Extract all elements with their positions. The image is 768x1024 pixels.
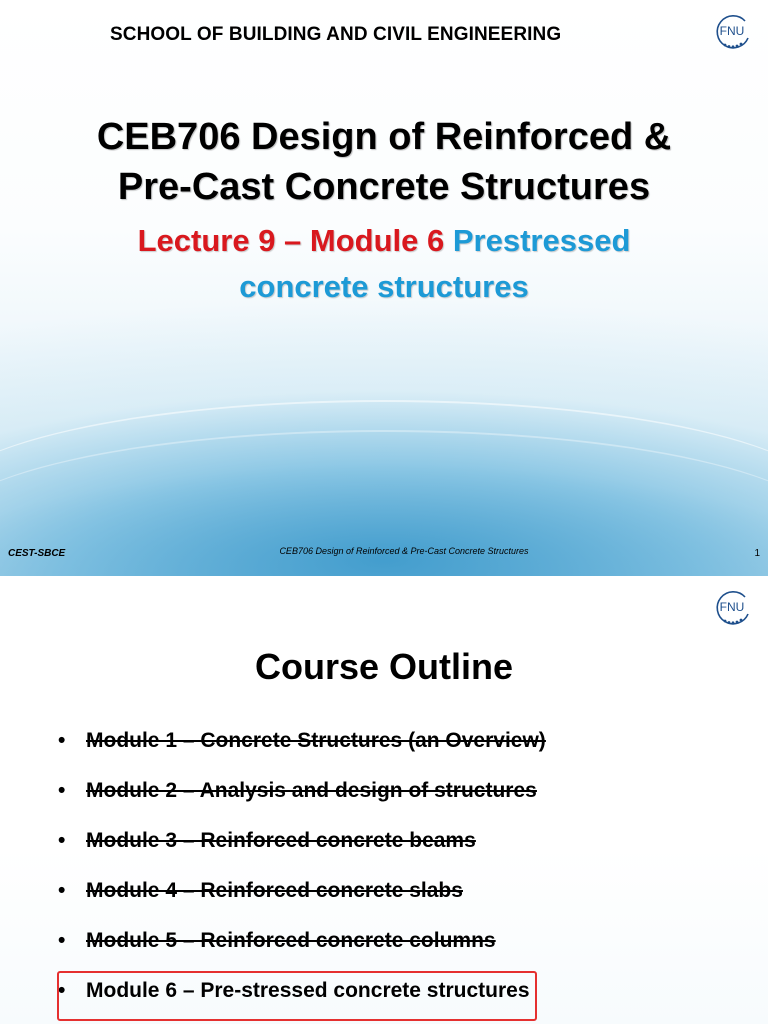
logo-text: FNU <box>719 600 745 614</box>
module-item-4: • Module 4 – Reinforced concrete slabs <box>58 879 463 902</box>
outline-slide <box>0 584 768 1024</box>
module-item-3: • Module 3 – Reinforced concrete beams <box>58 829 476 852</box>
lecture-number: Lecture 9 – Module 6 <box>137 223 445 258</box>
lecture-topic-part1: Prestressed <box>452 223 631 258</box>
footer-course-name: CEB706 Design of Reinforced & Pre-Cast Concrete Structures <box>279 546 529 556</box>
slide-divider <box>0 576 768 584</box>
module-item-1: • Module 1 – Concrete Structures (an Overview) <box>58 729 546 752</box>
footer-left-label: CEST-SBCE <box>8 548 66 559</box>
school-name: SCHOOL OF BUILDING AND CIVIL ENGINEERING <box>110 24 562 45</box>
lecture-topic-part2: concrete structures <box>239 269 529 304</box>
fnu-logo-icon <box>712 588 752 628</box>
course-title-line1: CEB706 Design of Reinforced & <box>96 116 672 158</box>
module-item-2: • Module 2 – Analysis and design of structures <box>58 779 537 802</box>
page-number: 1 <box>754 548 760 559</box>
fnu-logo-icon <box>712 12 752 52</box>
course-title-line2: Pre-Cast Concrete Structures <box>117 166 651 208</box>
logo-text: FNU <box>719 24 745 38</box>
module-item-6-current: • Module 6 – Pre-stressed concrete structures <box>58 979 530 1002</box>
course-title <box>0 112 768 212</box>
current-module-highlight <box>57 971 537 1021</box>
outline-title: Course Outline <box>254 646 514 687</box>
lecture-subtitle <box>0 218 768 310</box>
module-item-5: • Module 5 – Reinforced concrete columns <box>58 929 496 952</box>
